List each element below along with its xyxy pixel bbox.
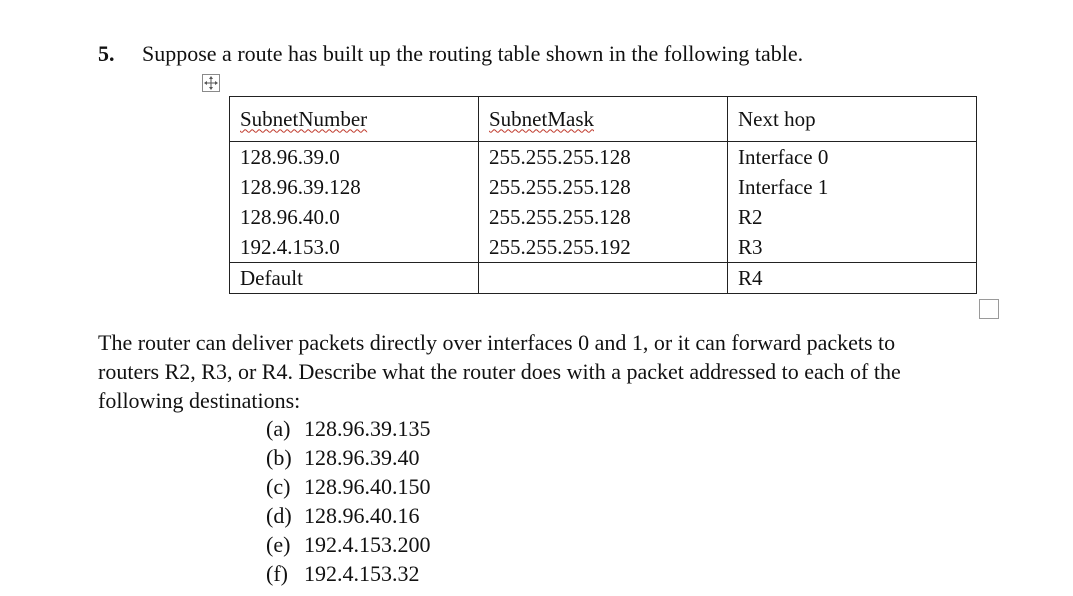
list-item — [266, 414, 431, 443]
header-subnet-mask-label: SubnetMask — [489, 106, 594, 131]
list-item — [266, 443, 431, 472]
list-item — [266, 501, 431, 530]
table-data-rows — [230, 142, 977, 263]
list-item — [266, 559, 431, 588]
destination-address: 128.96.40.150 — [304, 474, 431, 499]
question-heading — [98, 40, 803, 68]
destination-address: 128.96.39.135 — [304, 416, 431, 441]
destination-address: 192.4.153.32 — [304, 561, 420, 586]
destination-address: 192.4.153.200 — [304, 532, 431, 557]
next-hop-cell — [728, 142, 977, 263]
table-cell: R3 — [738, 235, 763, 259]
routing-table — [229, 96, 977, 294]
table-cell: 128.96.39.0 — [240, 145, 340, 169]
header-subnet-mask — [479, 97, 728, 142]
table-cell: Default — [230, 263, 479, 294]
destination-label: (b) — [266, 445, 292, 470]
destination-label: (d) — [266, 503, 292, 528]
table-cell: 255.255.255.192 — [489, 235, 631, 259]
question-number: 5. — [98, 41, 115, 66]
table-row-default — [230, 263, 977, 294]
destination-label: (a) — [266, 416, 291, 441]
destination-label: (f) — [266, 561, 288, 586]
header-next-hop-label: Next hop — [738, 106, 816, 131]
destination-label: (e) — [266, 532, 291, 557]
table-header-row — [230, 97, 977, 142]
description-paragraph — [98, 328, 1028, 415]
destination-address: 128.96.40.16 — [304, 503, 420, 528]
paragraph-line: routers R2, R3, or R4. Describe what the router does with a packet addressed to each of the — [98, 359, 901, 384]
subnet-number-cell — [230, 142, 479, 263]
table-cell — [479, 263, 728, 294]
table-cell: R2 — [738, 205, 763, 229]
table-cell: 192.4.153.0 — [240, 235, 340, 259]
paragraph-line: The router can deliver packets directly over interfaces 0 and 1, or it can forward packets to — [98, 330, 896, 355]
paragraph-line: following destinations: — [98, 388, 301, 413]
table-end-marker — [979, 299, 999, 319]
subnet-mask-cell — [479, 142, 728, 263]
table-cell: Interface 0 — [738, 145, 829, 169]
destination-list — [266, 414, 431, 588]
header-subnet-number-label: SubnetNumber — [240, 106, 368, 131]
list-item — [266, 472, 431, 501]
table-cell: 255.255.255.128 — [489, 175, 631, 199]
destination-label: (c) — [266, 474, 291, 499]
table-cell: Interface 1 — [738, 175, 829, 199]
table-cell: 128.96.40.0 — [240, 205, 340, 229]
header-subnet-number — [230, 97, 479, 142]
table-cell: 255.255.255.128 — [489, 145, 631, 169]
table-cell: R4 — [728, 263, 977, 294]
destination-address: 128.96.39.40 — [304, 445, 420, 470]
list-item — [266, 530, 431, 559]
table-move-handle-icon[interactable] — [202, 74, 220, 92]
question-text: Suppose a route has built up the routing table shown in the following table. — [142, 41, 804, 66]
header-next-hop — [728, 97, 977, 142]
table-cell: 255.255.255.128 — [489, 205, 631, 229]
table-cell: 128.96.39.128 — [240, 175, 361, 199]
